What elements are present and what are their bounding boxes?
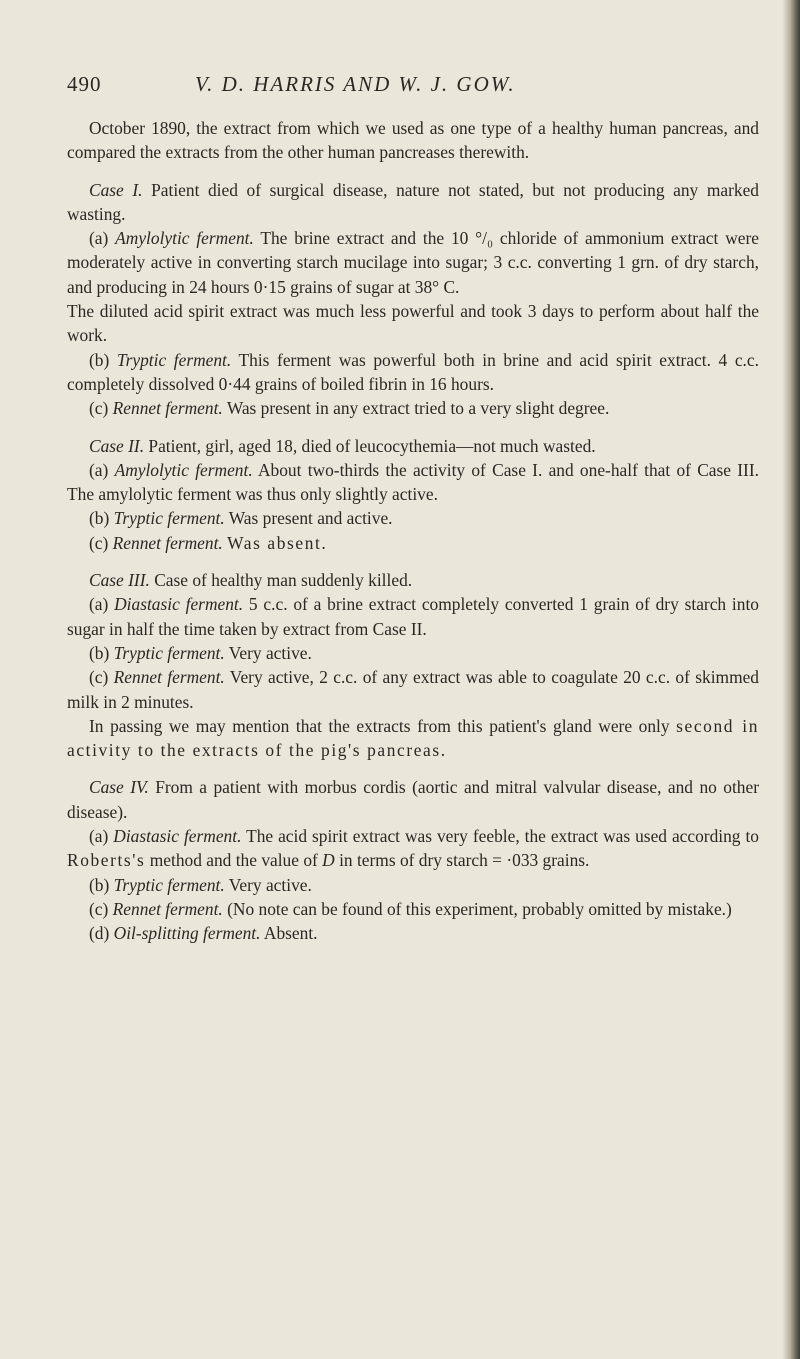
- item-mark: (c): [89, 667, 109, 688]
- case-2-text: Patient, girl, aged 18, died of leucocythemia—not much wasted.: [144, 435, 596, 456]
- case-1-amylolytic-continued: The diluted acid spirit extract was much less powerful and took 3 days to perform about half the work.: [67, 301, 759, 346]
- ferment-title: Rennet ferment.: [112, 398, 223, 419]
- case-1-tryptic: [67, 348, 759, 397]
- item-mark: (b): [89, 349, 110, 370]
- ferment-text: Was present and active.: [224, 508, 393, 529]
- case-2-paragraph: [67, 434, 759, 458]
- case-3-diastasic: [67, 592, 759, 641]
- ferment-title: Amylolytic ferment.: [115, 228, 254, 249]
- item-mark: (b): [89, 874, 110, 895]
- case-3-text: Case of healthy man suddenly killed.: [149, 570, 413, 591]
- author-name: Roberts's: [67, 850, 146, 871]
- ferment-text: Was present in any extract tried to a very slight degree.: [222, 398, 610, 419]
- ferment-title: Diastasic ferment.: [114, 594, 244, 615]
- item-mark: (a): [89, 594, 109, 615]
- ferment-text: Absent.: [260, 923, 318, 944]
- ferment-text: Very active.: [224, 642, 312, 663]
- ferment-text: Very active, 2 c.c. of any extract was able to coagulate 20 c.c. of skimmed milk in 2 minutes.: [67, 667, 760, 712]
- case-4-rennet: [67, 897, 759, 921]
- ferment-title: Tryptic ferment.: [113, 874, 225, 895]
- case-2-rennet: [67, 531, 759, 555]
- page-body: [67, 116, 759, 946]
- item-mark: (b): [89, 642, 110, 663]
- running-title: V. D. HARRIS AND W. J. GOW.: [195, 72, 516, 96]
- page-header: [67, 72, 737, 102]
- case-4-paragraph: [67, 775, 759, 824]
- ferment-text: in terms of dry starch = ·033 grains.: [334, 850, 590, 871]
- case-4-oil-splitting: [67, 921, 759, 945]
- ferment-title: Oil-splitting ferment.: [113, 923, 261, 944]
- case-3-label: Case III.: [89, 570, 150, 591]
- ferment-title: Rennet ferment.: [112, 532, 223, 553]
- case-2-amylolytic: [67, 458, 759, 507]
- ferment-text: This ferment was powerful both in brine and acid spirit extract. 4 c.c. completely dissolved 0·44 grains of boiled fibrin in 16 hours.: [67, 349, 759, 394]
- ferment-title: Tryptic ferment.: [113, 642, 225, 663]
- ferment-text: 5 c.c. of a brine extract completely converted 1 grain of dry starch into sugar in half the time taken by extract from Case II.: [67, 594, 759, 639]
- ferment-text: method and the value of: [145, 850, 323, 871]
- case-4-tryptic: [67, 873, 759, 897]
- item-mark: (d): [89, 923, 110, 944]
- case-1-label: Case I.: [89, 179, 143, 200]
- ferment-text: About two-thirds the activity of Case I. and one-half that of Case III. The amylolytic ferment was thus only slightly active.: [67, 459, 759, 505]
- remark-text: In passing we may mention that the extracts from this patient's gland were only: [89, 715, 677, 736]
- case-1-paragraph: [67, 178, 759, 227]
- intro-paragraph: October 1890, the extract from which we used as one type of a healthy human pancreas, and compared the extracts from the other human pancreases therewith.: [67, 118, 759, 163]
- ferment-title: Diastasic ferment.: [113, 826, 242, 847]
- case-4-diastasic: [67, 824, 759, 873]
- case-4-text: From a patient with morbus cordis (aortic and mitral valvular disease, and no other disease).: [67, 777, 760, 822]
- item-mark: (a): [89, 826, 109, 847]
- case-3-paragraph: [67, 568, 759, 592]
- case-1-text: Patient died of surgical disease, nature not stated, but not producing any marked wasting.: [67, 179, 759, 224]
- case-3-passing-remark: [67, 714, 759, 763]
- case-3-tryptic: [67, 641, 759, 665]
- page-number: 490: [67, 72, 102, 96]
- ferment-text: The acid spirit extract was very feeble, the extract was used according to: [241, 826, 759, 847]
- page-edge-shadow: [782, 0, 800, 1359]
- item-mark: (c): [89, 532, 109, 553]
- case-2-tryptic: [67, 506, 759, 530]
- ferment-text: Very active.: [224, 874, 312, 895]
- ferment-text: The brine extract and the 10 °/₀ chloride of ammonium extract were moderately active in converting starch mucilage into sugar; 3 c.c. converting 1 grn. of dry starch, and producing in 24 hours 0·15 grains of sugar at 38° C.: [67, 228, 759, 297]
- case-4-label: Case IV.: [89, 777, 149, 798]
- case-2-label: Case II.: [89, 435, 145, 456]
- item-mark: (c): [89, 898, 109, 919]
- ferment-text: (No note can be found of this experiment, probably omitted by mistake.): [222, 898, 732, 919]
- item-mark: (a): [89, 228, 109, 249]
- case-1-amylolytic: [67, 226, 759, 299]
- item-mark: (a): [89, 459, 109, 480]
- remark-spaced-text: second in activity to the extracts of the pig's pancreas.: [67, 715, 759, 761]
- ferment-title: Rennet ferment.: [113, 667, 225, 688]
- ferment-title: Tryptic ferment.: [116, 349, 232, 370]
- ferment-title: Amylolytic ferment.: [114, 459, 253, 480]
- ferment-title: Rennet ferment.: [112, 898, 223, 919]
- ferment-title: Tryptic ferment.: [113, 508, 225, 529]
- ferment-text: Was absent.: [227, 532, 328, 553]
- case-1-rennet: [67, 396, 759, 420]
- variable-d: D: [322, 850, 335, 871]
- case-3-rennet: [67, 665, 759, 714]
- item-mark: (b): [89, 508, 110, 529]
- item-mark: (c): [89, 398, 109, 419]
